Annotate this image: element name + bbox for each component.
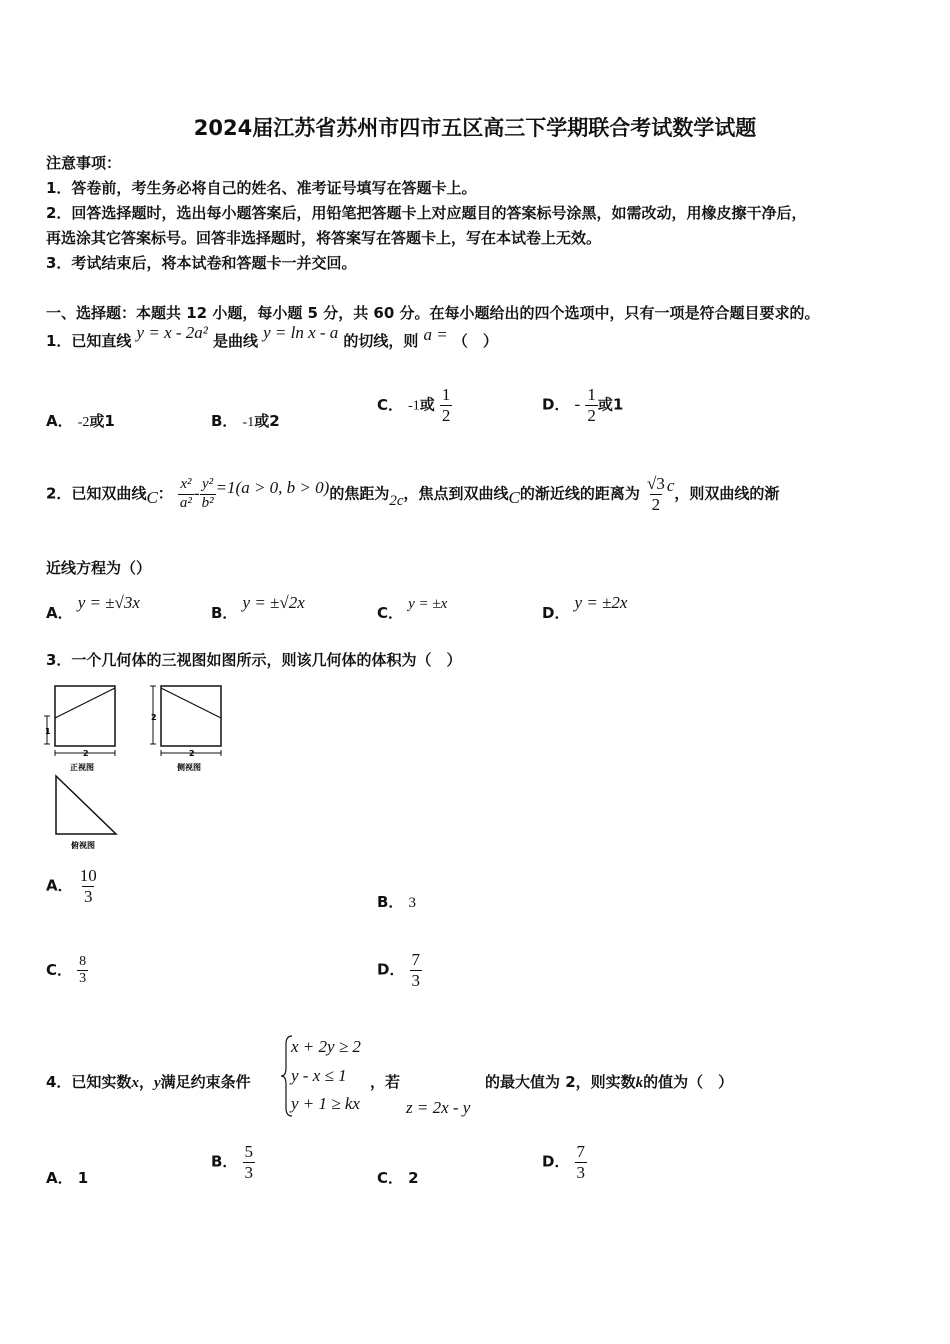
option-label: B． (211, 1152, 238, 1171)
option-label: D． (542, 395, 570, 414)
constraint-2: y - x ≤ 1 (291, 1066, 347, 1085)
q1-a-eq: a = (423, 325, 448, 344)
option-or: 或 (419, 395, 435, 414)
option-label: A． (46, 1169, 73, 1187)
q4-text-tail (485, 1071, 733, 1092)
dim-label: 2 (83, 749, 89, 758)
q2-text: 的焦距为 (329, 484, 390, 503)
dim-label: 1 (45, 727, 51, 736)
option-value: 1 (77, 1169, 89, 1187)
q2-eq: =1(a > 0, b > 0) (215, 477, 330, 497)
top-view (56, 776, 116, 850)
option-value: -2 (77, 415, 90, 430)
option-value: 2 (269, 412, 280, 430)
option-label: C． (377, 604, 404, 622)
question-2 (46, 474, 779, 514)
q4-option-d[interactable] (542, 1142, 587, 1182)
notice-heading: 注意事项： (46, 154, 122, 172)
q2-text: ，焦点到双曲线 (403, 484, 509, 503)
option-value: 1 (612, 395, 624, 414)
constraint-3: y + 1 ≥ kx (291, 1094, 360, 1113)
option-value: y = ±x (408, 596, 448, 612)
option-label: B． (377, 893, 404, 911)
option-fraction: $\frac{8}{3}$ (79, 954, 87, 987)
front-view-label: 正视图 (70, 763, 94, 772)
option-label: C． (377, 395, 404, 414)
q1-line-eq: y = x - 2a² (136, 323, 208, 342)
q2-var: C (508, 487, 520, 507)
page-title: 2024届江苏省苏州市四市五区高三下学期联合考试数学试题 (193, 116, 757, 140)
notice-item: 3．考试结束后，将本试卷和答题卡一并交回。 (46, 254, 357, 272)
q1-option-d[interactable] (542, 385, 623, 425)
constraint-1: x + 2y ≥ 2 (291, 1037, 361, 1056)
notice-item: 1．答卷前，考生务必将自己的姓名、准考证号填写在答题卡上。 (46, 179, 477, 197)
option-value: -1 (242, 415, 255, 430)
q2-option-c[interactable] (377, 592, 448, 622)
q3-option-a[interactable] (46, 866, 99, 906)
q1-text: 的切线，则 (343, 332, 419, 350)
top-view-label: 俯视图 (71, 841, 95, 850)
option-label: A． (46, 604, 73, 622)
option-or: 或 (254, 412, 270, 430)
option-sign: - (574, 394, 581, 414)
q4-text: ，若 (370, 1073, 401, 1091)
q2-text: 2．已知双曲线 (46, 484, 147, 503)
q2-option-a[interactable] (46, 592, 140, 622)
q2-text-cont: 近线方程为（） (46, 559, 152, 577)
q2-option-d[interactable] (542, 592, 628, 622)
option-label: D． (542, 1152, 570, 1171)
q4-var: x (131, 1075, 139, 1091)
option-value: 2 (408, 1169, 419, 1187)
side-view (150, 686, 221, 772)
q2-text: ，则双曲线的渐 (674, 484, 780, 503)
q2-frac-y: $\frac{\text{y²}}{\text{b²}}$ (201, 476, 214, 511)
q1-text: 是曲线 (212, 332, 258, 350)
option-label: C． (46, 961, 73, 980)
option-or: 或 (89, 412, 105, 430)
option-label: D． (542, 604, 570, 622)
q2-focal: 2c (389, 492, 404, 509)
q2-minus: - (193, 483, 200, 503)
option-label: C． (377, 1169, 404, 1187)
q4-var: y (153, 1075, 161, 1091)
q2-text: 的渐近线的距离为 (519, 484, 640, 503)
q3-option-b[interactable] (377, 891, 416, 912)
q2-text: ： (157, 484, 173, 503)
dim-label: 2 (151, 713, 157, 722)
q1-text: 1．已知直线 (46, 332, 132, 350)
notice-item: 2．回答选择题时，选出每小题答案后，用铅笔把答题卡上对应题目的答案标号涂黑，如需改动，用橡皮擦干净后， (46, 204, 807, 222)
q4-text: ， (138, 1073, 154, 1091)
q3-option-c[interactable] (46, 954, 88, 987)
side-view-label: 侧视图 (177, 763, 201, 772)
option-fraction: $\frac{1}{2}$ (587, 385, 596, 425)
q1-text: （ ） (452, 332, 498, 350)
q2-distance-frac: $\frac{√3}{2}$ (646, 474, 665, 514)
q2-option-b[interactable] (211, 592, 305, 622)
option-fraction: $\frac{7}{3}$ (411, 950, 421, 990)
option-value: 1 (104, 412, 115, 430)
section-heading: 一、选择题：本题共 12 小题，每小题 5 分，共 60 分。在每小题给出的四个选项中，只有一项是符合题目要求的。 (46, 304, 820, 322)
q4-text: 4．已知实数 (46, 1073, 132, 1091)
option-or: 或 (597, 395, 613, 414)
three-view-figure (40, 680, 240, 855)
option-fraction: $\frac{10}{3}$ (79, 866, 97, 906)
q1-curve-eq: y = ln x - a (263, 323, 339, 342)
option-label: D． (377, 960, 405, 979)
option-value: -1 (408, 398, 420, 414)
notice-item: 再选涂其它答案标号。回答非选择题时，将答案写在答题卡上，写在本试卷上无效。 (46, 229, 602, 247)
option-fraction: $\frac{7}{3}$ (576, 1142, 586, 1182)
option-value: 3 (408, 895, 417, 911)
q4-text: 满足约束条件 (160, 1073, 251, 1091)
option-label: B． (211, 412, 238, 430)
option-label: B． (211, 604, 238, 622)
option-value: y = ±√3x (77, 593, 140, 612)
option-value: y = ±√2x (242, 593, 305, 612)
q4-text: 的最大值为 2，则实数 (485, 1073, 636, 1091)
q1-option-b[interactable] (211, 410, 280, 431)
q3-option-d[interactable] (377, 950, 422, 990)
q2-frac-x: $\frac{\text{x²}}{\text{a²}}$ (179, 476, 192, 511)
option-label: A． (46, 876, 73, 895)
q1-option-c[interactable] (377, 385, 452, 425)
front-view (44, 686, 115, 772)
q3-stem: 3．一个几何体的三视图如图所示，则该几何体的体积为（ ） (46, 651, 462, 669)
q2-var: C (146, 487, 158, 507)
option-fraction: $\frac{1}{2}$ (441, 385, 451, 425)
q2-var: c (666, 475, 675, 495)
option-label: A． (46, 412, 73, 430)
q4-objective: z = 2x - y (406, 1098, 471, 1117)
q4-option-b[interactable] (211, 1142, 255, 1182)
question-4 (46, 1071, 251, 1092)
q4-text: 的值为（ ） (643, 1073, 734, 1091)
option-value: y = ±2x (574, 593, 628, 612)
dim-label: 2 (189, 749, 195, 758)
q4-option-c[interactable] (377, 1167, 419, 1188)
question-1 (46, 323, 498, 351)
q4-option-a[interactable] (46, 1167, 88, 1188)
q1-option-a[interactable] (46, 410, 115, 431)
option-fraction: $\frac{5}{3}$ (244, 1142, 254, 1182)
q4-var: k (635, 1075, 644, 1091)
